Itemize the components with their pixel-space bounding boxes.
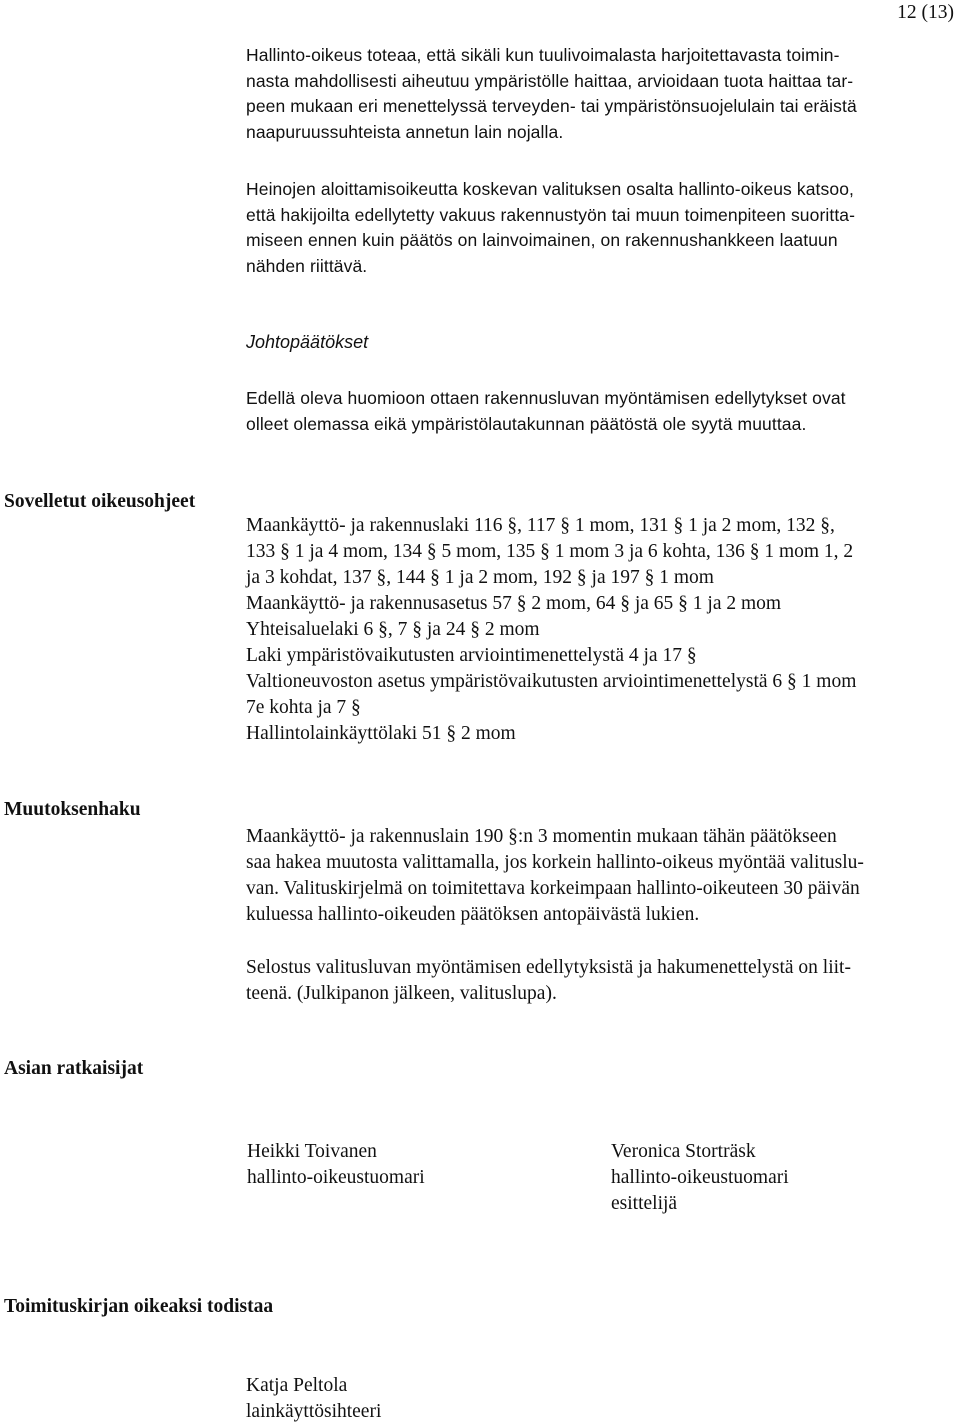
text-line: naapuruussuhteista annetun lain nojalla. xyxy=(246,121,564,142)
text-line: nähden riittävä. xyxy=(246,255,368,276)
conclusions-heading: Johtopäätökset xyxy=(246,332,369,352)
conclusions-text xyxy=(246,386,958,437)
text-line: Edellä oleva huomioon ottaen rakennusluvan myöntämisen edellytykset ovat xyxy=(246,388,846,408)
law-line: 133 § 1 ja 4 mom, 134 § 5 mom, 135 § 1 mom 3 ja 6 kohta, 136 § 1 mom 1, 2 xyxy=(246,541,854,562)
law-line: Valtioneuvoston asetus ympäristövaikutusten arviointimenettelystä 6 § 1 mom xyxy=(246,671,857,692)
text-line: olleet olemassa eikä ympäristölautakunnan päätöstä ole syytä muuttaa. xyxy=(246,413,807,434)
law-line: 7e kohta ja 7 § xyxy=(246,697,361,718)
text-line: peen mukaan eri menettelyssä terveyden- tai ympäristönsuojelulain tai eräistä xyxy=(246,96,857,116)
certifier-name: Katja Peltola xyxy=(246,1375,348,1396)
page-number: 12 (13) xyxy=(897,2,954,23)
text-line: Heinojen aloittamisoikeutta koskevan valituksen osalta hallinto-oikeus katsoo, xyxy=(246,179,854,199)
text-line: Hallinto-oikeus toteaa, että sikäli kun tuulivoimalasta harjoitettavasta toimin- xyxy=(246,45,840,65)
signatory-title: hallinto-oikeustuomari xyxy=(611,1167,789,1188)
law-line: Maankäyttö- ja rakennuslaki 116 §, 117 § 1 mom, 131 § 1 ja 2 mom, 132 §, xyxy=(246,515,835,536)
certifier xyxy=(246,1373,381,1425)
decision-makers-heading: Asian ratkaisijat xyxy=(4,1058,144,1079)
law-line: Maankäyttö- ja rakennusasetus 57 § 2 mom, 64 § ja 65 § 1 ja 2 mom xyxy=(246,593,782,614)
law-line: ja 3 kohdat, 137 §, 144 § 1 ja 2 mom, 192 § ja 197 § 1 mom xyxy=(246,567,714,588)
law-line: Hallintolainkäyttölaki 51 § 2 mom xyxy=(246,723,516,744)
text-line: van. Valituskirjelmä on toimitettava korkeimpaan hallinto-oikeuteen 30 päivän xyxy=(246,878,860,899)
reasoning-paragraph-1 xyxy=(246,43,958,145)
text-line: saa hakea muutosta valittamalla, jos korkein hallinto-oikeus myöntää valituslu- xyxy=(246,852,864,873)
appeal-heading: Muutoksenhaku xyxy=(4,799,141,820)
text-line: Maankäyttö- ja rakennuslain 190 §:n 3 momentin mukaan tähän päätökseen xyxy=(246,826,837,847)
reasoning-paragraph-2 xyxy=(246,177,958,279)
text-line: Selostus valitusluvan myöntämisen edellytyksistä ja hakumenettelystä on liit- xyxy=(246,957,851,978)
text-line: kuluessa hallinto-oikeuden päätöksen antopäivästä lukien. xyxy=(246,904,700,925)
signatory-name: Heikki Toivanen xyxy=(247,1141,377,1162)
signatory-2 xyxy=(611,1139,789,1217)
signatory-1 xyxy=(247,1139,425,1191)
text-line: nasta mahdollisesti aiheutuu ympäristölle haittaa, arvioidaan tuota haittaa tar- xyxy=(246,70,854,91)
law-line: Yhteisaluelaki 6 §, 7 § ja 24 § 2 mom xyxy=(246,619,540,640)
text-line: miseen ennen kuin päätös on lainvoimainen, on rakennushankkeen laatuun xyxy=(246,230,838,250)
text-line: että hakijoilta edellytetty vakuus rakennustyön tai muun toimenpiteen suoritta- xyxy=(246,204,856,225)
appeal-paragraph-1 xyxy=(246,824,958,928)
applied-law-heading: Sovelletut oikeusohjeet xyxy=(4,491,196,512)
law-line: Laki ympäristövaikutusten arviointimenettelystä 4 ja 17 § xyxy=(246,645,697,666)
signatory-role: esittelijä xyxy=(611,1193,678,1214)
applied-law-list xyxy=(246,513,958,747)
signatory-title: hallinto-oikeustuomari xyxy=(247,1167,425,1188)
certification-heading: Toimituskirjan oikeaksi todistaa xyxy=(4,1296,274,1317)
appeal-paragraph-2 xyxy=(246,955,958,1007)
certifier-title: lainkäyttösihteeri xyxy=(246,1401,382,1422)
text-line: teenä. (Julkipanon jälkeen, valituslupa). xyxy=(246,983,557,1004)
signatory-name: Veronica Storträsk xyxy=(611,1141,756,1162)
